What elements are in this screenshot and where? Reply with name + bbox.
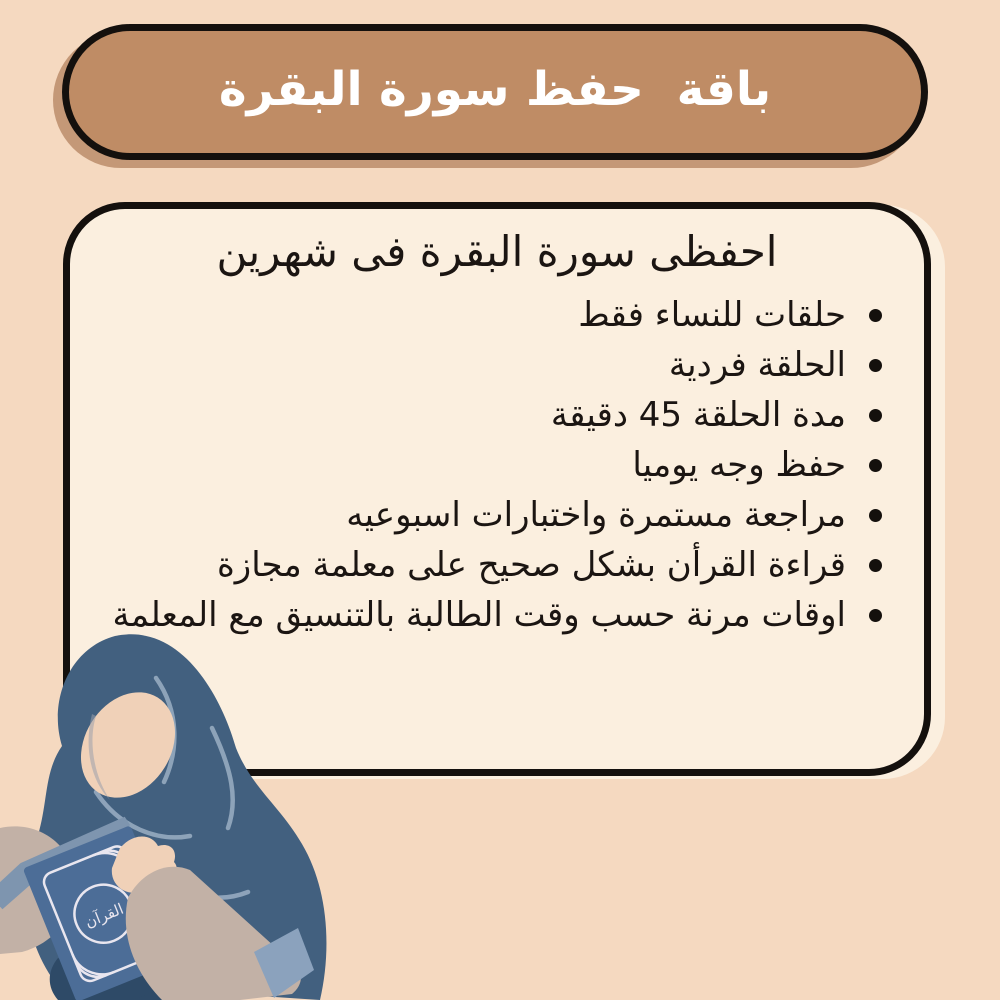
list-item (86, 390, 882, 440)
bullet-dot-icon (869, 409, 882, 422)
benefits-list (70, 290, 924, 640)
list-item (86, 440, 882, 490)
list-item-label: حفظ وجه يوميا (632, 445, 846, 485)
title-banner (62, 24, 928, 160)
bullet-dot-icon (869, 309, 882, 322)
bullet-dot-icon (869, 609, 882, 622)
bullet-dot-icon (869, 459, 882, 472)
list-item-label: قراءة القرأن بشكل صحيح على معلمة مجازة (216, 545, 846, 585)
card-title: احفظى سورة البقرة فى شهرين (216, 227, 778, 276)
woman-reading-illustration (0, 630, 340, 1000)
list-item (86, 540, 882, 590)
banner-title: باقة حفظ سورة البقرة (218, 61, 772, 117)
list-item (86, 340, 882, 390)
list-item-label: الحلقة فردية (668, 345, 846, 385)
bullet-dot-icon (869, 509, 882, 522)
list-item-label: مراجعة مستمرة واختبارات اسبوعيه (346, 495, 846, 535)
list-item-label: حلقات للنساء فقط (578, 295, 846, 335)
list-item (86, 490, 882, 540)
list-item (86, 290, 882, 340)
bullet-dot-icon (869, 359, 882, 372)
list-item-label: اوقات مرنة حسب وقت الطالبة بالتنسيق مع المعلمة (112, 595, 846, 635)
book-title-label: القرآن (82, 899, 127, 932)
bullet-dot-icon (869, 559, 882, 572)
list-item-label: مدة الحلقة 45 دقيقة (550, 395, 846, 435)
